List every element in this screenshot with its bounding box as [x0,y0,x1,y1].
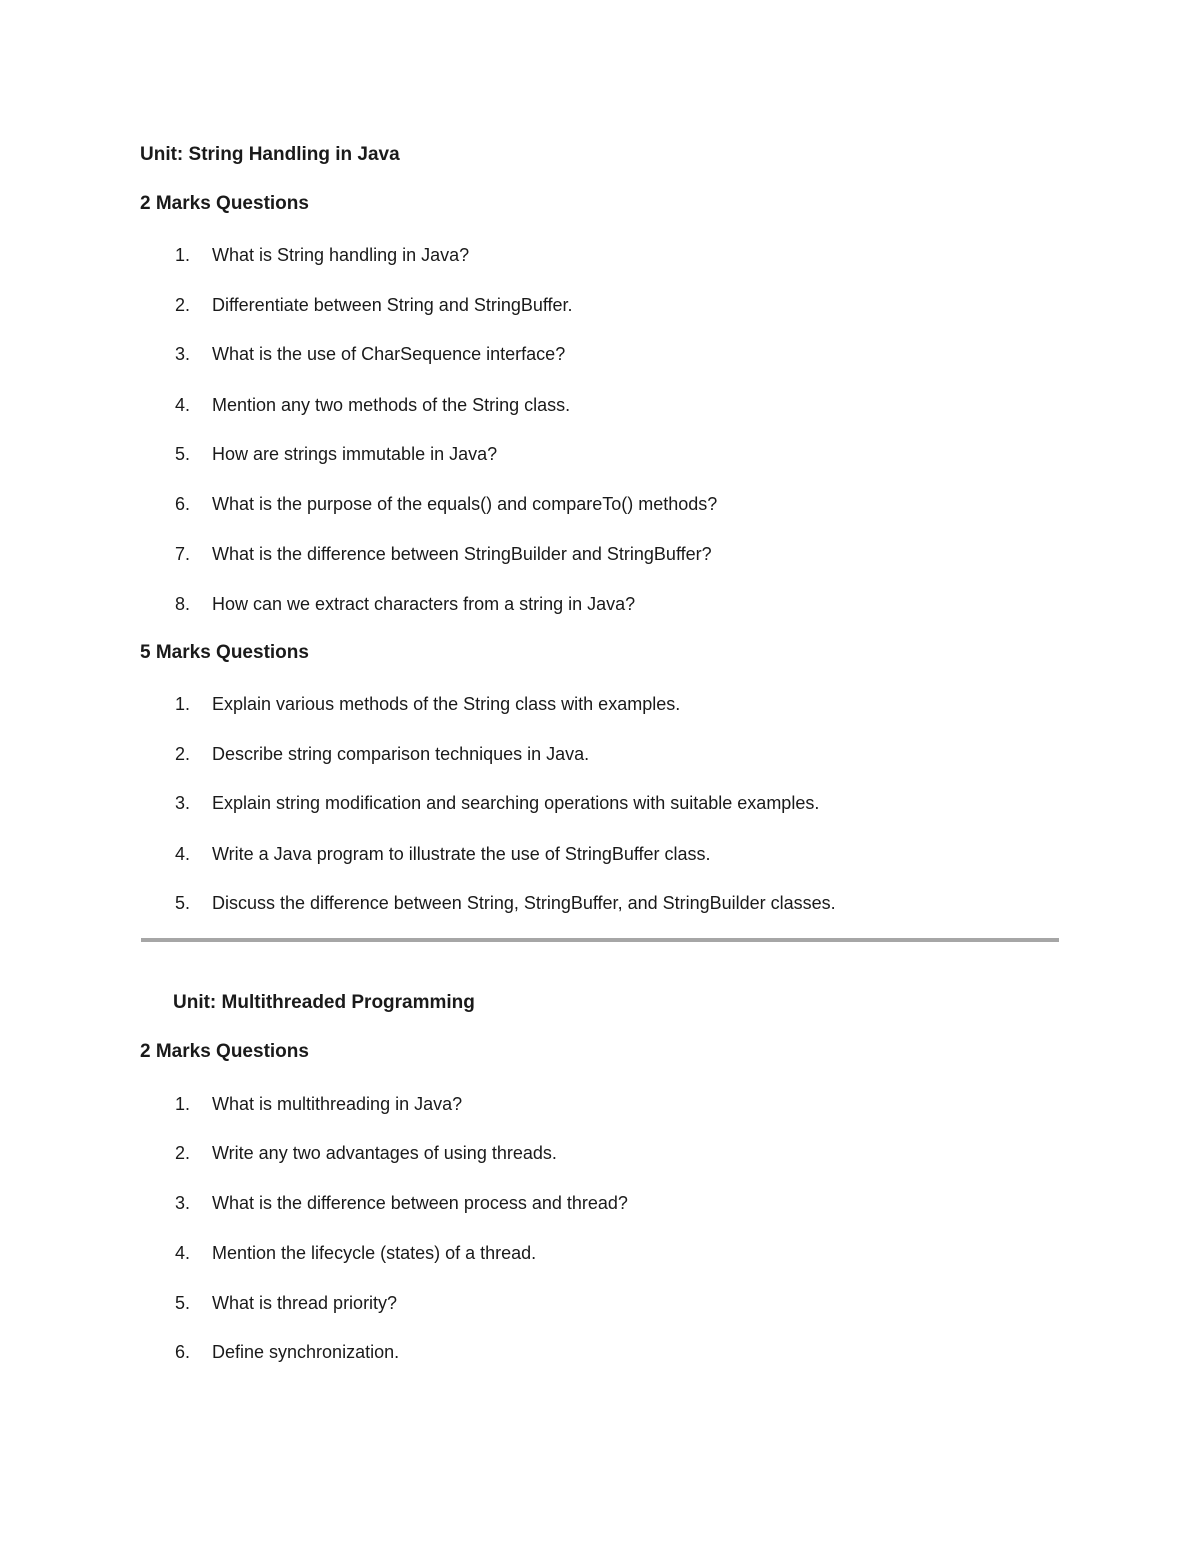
list-item-text: What is String handling in Java? [212,245,470,265]
list-item-text: Discuss the difference between String, StringBuffer, and StringBuilder classes. [212,893,836,913]
list-item-number: 3. [175,344,191,364]
list-item-text: Define synchronization. [212,1342,400,1362]
list-item-number: 1. [175,245,191,265]
list-item-text: Differentiate between String and StringBuffer. [212,295,573,315]
list-item-number: 2. [175,295,191,315]
list-item-text: What is the difference between process and thread? [212,1193,628,1213]
list-item-number: 4. [175,844,191,864]
list-item-text: How are strings immutable in Java? [212,444,498,464]
list-item-text: What is multithreading in Java? [212,1094,463,1114]
section-heading-2-marks: 2 Marks Questions [140,193,309,214]
list-item-text: Mention any two methods of the String class. [212,395,571,415]
unit-title-string-handling: Unit: String Handling in Java [140,144,400,165]
list-item-text: Mention the lifecycle (states) of a thread. [212,1243,537,1263]
list-item-number: 6. [175,494,191,514]
list-item-number: 4. [175,1243,191,1263]
section-heading-5-marks: 5 Marks Questions [140,642,309,663]
list-item-number: 1. [175,1094,191,1114]
list-item-text: Write any two advantages of using threads. [212,1143,557,1163]
list-item-number: 5. [175,1293,191,1313]
list-item-text: Describe string comparison techniques in Java. [212,744,590,764]
list-item-number: 2. [175,744,191,764]
list-item-number: 7. [175,544,191,564]
list-item-number: 3. [175,793,191,813]
list-item-text: What is thread priority? [212,1293,398,1313]
section-heading-2-marks: 2 Marks Questions [140,1041,309,1062]
list-item-number: 8. [175,594,191,614]
horizontal-divider [141,938,1059,942]
list-item-text: What is the purpose of the equals() and compareTo() methods? [212,494,718,514]
list-item-number: 2. [175,1143,191,1163]
list-item-text: Explain various methods of the String class with examples. [212,694,681,714]
list-item-text: Write a Java program to illustrate the use of StringBuffer class. [212,844,711,864]
list-item-number: 1. [175,694,191,714]
unit-title-multithreaded: Unit: Multithreaded Programming [173,992,475,1013]
list-item-text: Explain string modification and searching operations with suitable examples. [212,793,820,813]
list-item-number: 3. [175,1193,191,1213]
list-item-text: What is the use of CharSequence interface? [212,344,566,364]
list-item-text: How can we extract characters from a string in Java? [212,594,636,614]
list-item-number: 6. [175,1342,191,1362]
list-item-text: What is the difference between StringBuilder and StringBuffer? [212,544,712,564]
list-item-number: 5. [175,444,191,464]
list-item-number: 4. [175,395,191,415]
list-item-number: 5. [175,893,191,913]
